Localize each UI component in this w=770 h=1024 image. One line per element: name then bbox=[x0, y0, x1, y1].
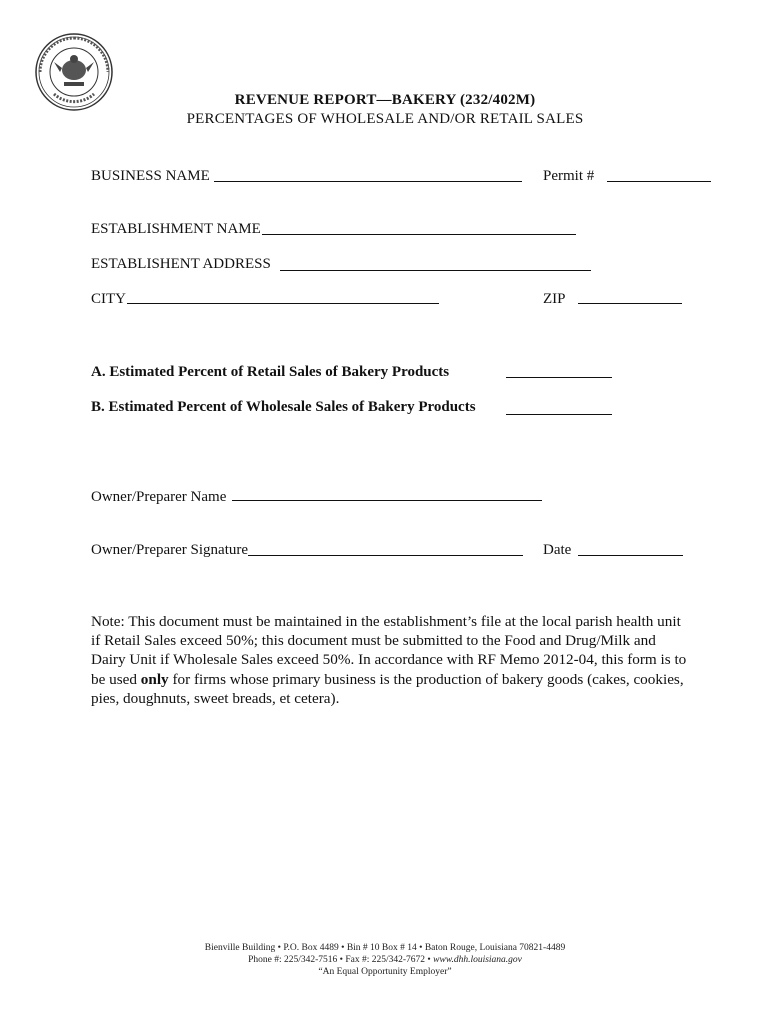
city-field[interactable] bbox=[127, 303, 439, 304]
note-emphasis: only bbox=[140, 670, 169, 688]
zip-label: ZIP bbox=[543, 291, 566, 307]
footer-phone-fax: Phone #: 225/342-7516 • Fax #: 225/342-7672 • bbox=[248, 955, 434, 965]
note-text-1: Note: This document must be maintained in the establishment’s file at the local parish health unit if Retail Sales exceed 50%; this document must be submitted to the Food and Drug/Milk and Dairy Unit if Wholesale Sales exceed 50%. In accordance with RF Memo 2012-04, this form is to be used bbox=[91, 613, 687, 688]
note-paragraph bbox=[91, 612, 691, 708]
permit-label: Permit # bbox=[543, 168, 595, 184]
date-label: Date bbox=[543, 542, 572, 558]
footer-website-link[interactable]: www.dhh.louisiana.gov bbox=[433, 955, 522, 965]
city-label: CITY bbox=[91, 291, 126, 307]
retail-percent-label: A. Estimated Percent of Retail Sales of Bakery Products bbox=[91, 364, 450, 380]
wholesale-percent-label: B. Estimated Percent of Wholesale Sales of Bakery Products bbox=[91, 399, 476, 415]
date-field[interactable] bbox=[578, 555, 683, 556]
owner-signature-label: Owner/Preparer Signature bbox=[91, 542, 249, 558]
note-text-2: for firms whose primary business is the production of bakery goods (cakes, cookies, pies, doughnuts, sweet breads, et cetera). bbox=[91, 670, 684, 707]
owner-name-label: Owner/Preparer Name bbox=[91, 489, 227, 505]
wholesale-percent-field[interactable] bbox=[506, 414, 612, 415]
zip-field[interactable] bbox=[578, 303, 682, 304]
footer-contact bbox=[0, 954, 770, 966]
business-name-label: BUSINESS NAME bbox=[91, 168, 210, 184]
establishment-name-field[interactable] bbox=[262, 234, 576, 235]
permit-field[interactable] bbox=[607, 181, 711, 182]
form-title: REVENUE REPORT—BAKERY (232/402M) bbox=[234, 92, 536, 108]
establishment-address-label: ESTABLISHENT ADDRESS bbox=[91, 256, 271, 272]
footer-address: Bienville Building • P.O. Box 4489 • Bin # 10 Box # 14 • Baton Rouge, Louisiana 70821-4489 bbox=[204, 943, 566, 953]
form-subtitle: PERCENTAGES OF WHOLESALE AND/OR RETAIL SALES bbox=[186, 111, 584, 127]
owner-signature-field[interactable] bbox=[248, 555, 523, 556]
establishment-address-field[interactable] bbox=[280, 270, 591, 271]
retail-percent-field[interactable] bbox=[506, 377, 612, 378]
establishment-name-label: ESTABLISHMENT NAME bbox=[91, 221, 261, 237]
business-name-field[interactable] bbox=[214, 181, 522, 182]
owner-name-field[interactable] bbox=[232, 500, 542, 501]
footer-employer: “An Equal Opportunity Employer” bbox=[318, 967, 452, 977]
